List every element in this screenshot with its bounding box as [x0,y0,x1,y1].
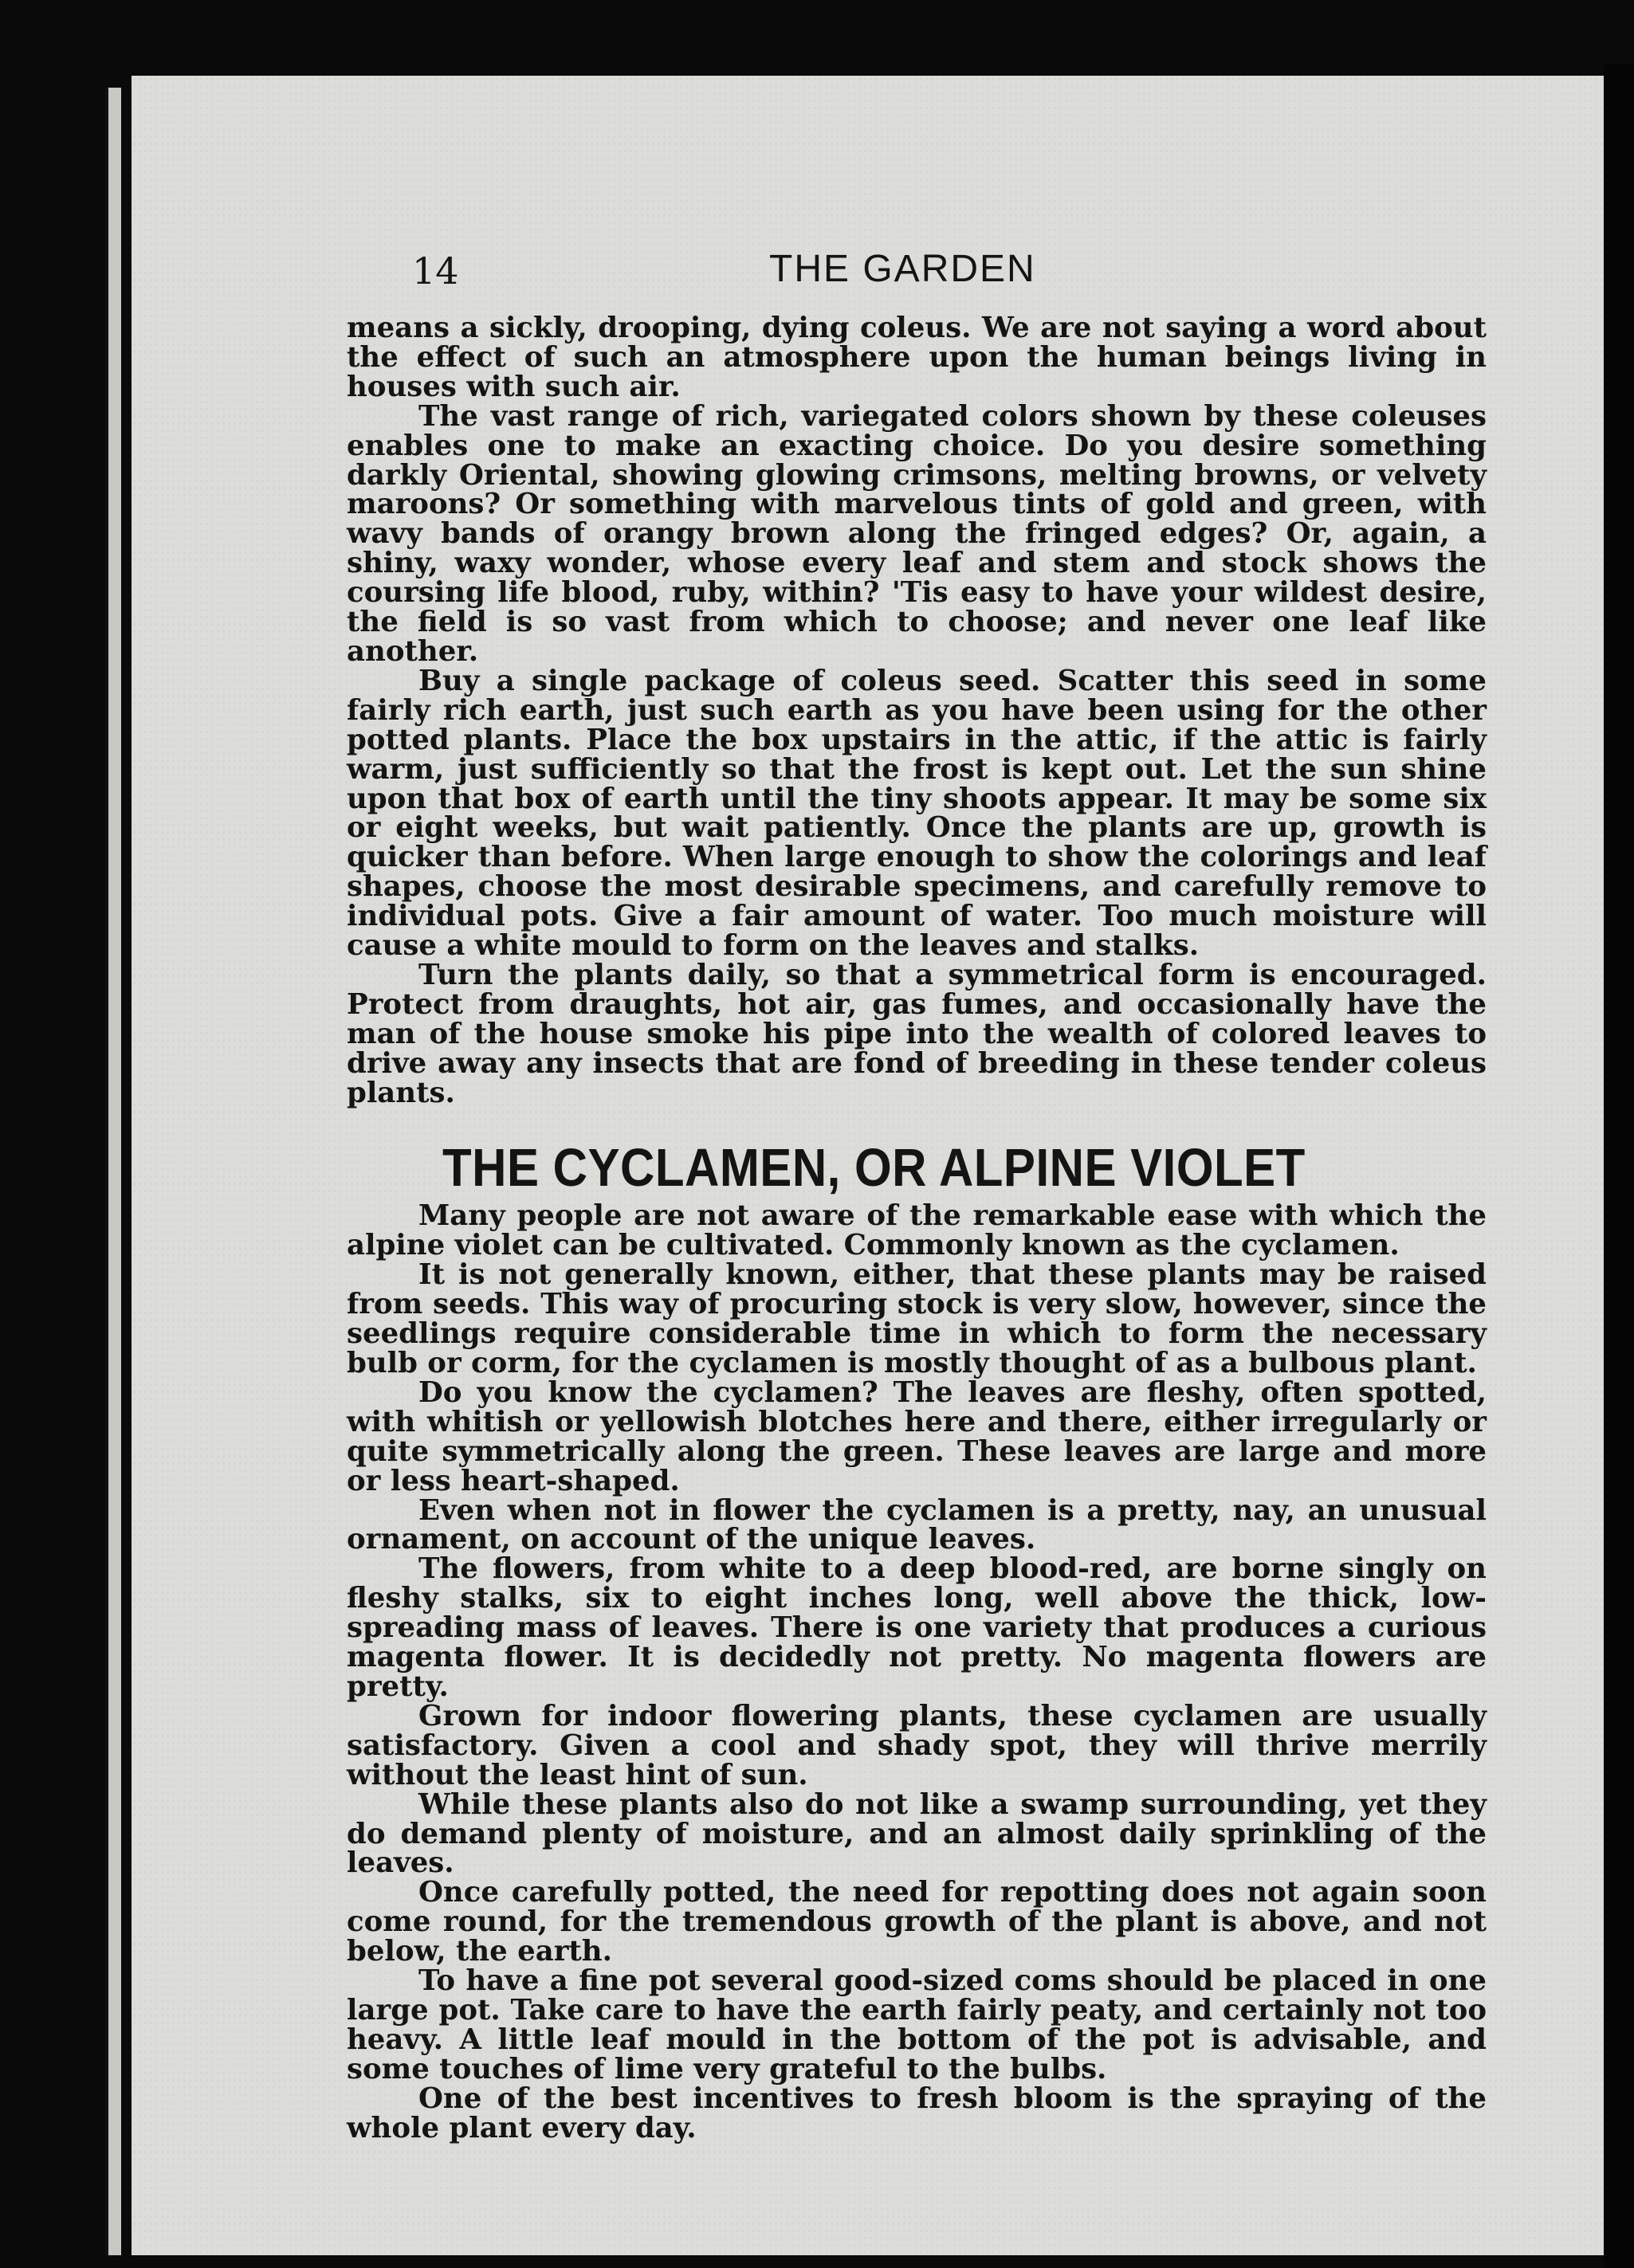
paragraph: Buy a single package of coleus seed. Scatter this seed in some fairly rich earth, just such earth as you have been using for the other potted plants. Place the box upstairs in the attic, if the attic is fairly warm, just sufficiently so that the frost is kept out. Let the sun shine upon that box of earth until the tiny shoots appear. It may be some six or eight weeks, but wait patiently. Once the plants are up, growth is quicker than before. When large enough to show the colorings and leaf shapes, choose the most desirable specimens, and carefully remove to individual pots. Give a fair amount of water. Too much moisture will cause a white mould to form on the leaves and stalks. [347,664,1487,963]
left-binding-edge [105,88,121,2255]
paragraph: Turn the plants daily, so that a symmetrical form is encouraged. Protect from draughts, hot air, gas fumes, and occasionally have the man of the house smoke his pipe into the wealth of colored leaves to drive away any insects that are fond of breeding in these tender coleus plants. [347,958,1487,1109]
paragraph: Do you know the cyclamen? The leaves are fleshy, often spotted, with whitish or yellowish blotches here and there, either irregularly or quite symmetrically along the green. These leaves are large and more or less heart-shaped. [347,1375,1487,1497]
page-content [347,248,1487,2144]
paragraph: means a sickly, drooping, dying coleus. We are not saying a word about the effect of such an atmosphere upon the human beings living in houses with such air. [347,312,1487,403]
paragraph: Even when not in flower the cyclamen is a pretty, nay, an unusual ornament, on account of the unique leaves. [347,1493,1487,1556]
coleus-section [347,314,1487,1108]
paragraph: Grown for indoor flowering plants, these cyclamen are usually satisfactory. Given a cool and shady spot, they will thrive merrily without the least hint of sun. [347,1699,1487,1791]
paragraph: While these plants also do not like a swamp surrounding, yet they do demand plenty of moisture, and an almost daily sprinkling of the leaves. [347,1787,1487,1880]
paragraph: Once carefully potted, the need for repotting does not again soon come round, for the tremendous growth of the plant is above, and not below, the earth. [347,1876,1487,1968]
paragraph: The flowers, from white to a deep blood-red, are borne singly on fleshy stalks, six to eight inches long, well above the thick, low-spreading mass of leaves. There is one variety that produces a curious magenta flower. It is decidedly not pretty. No magenta flowers are pretty. [347,1552,1487,1703]
paragraph: One of the best incentives to fresh bloom is the spraying of the whole plant every day. [347,2082,1487,2144]
paragraph: The vast range of rich, variegated colors shown by these coleuses enables one to make an exacting choice. Do you desire something darkly Oriental, showing glowing crimsons, melting browns, or velvety maroons? Or something with marvelous tints of gold and green, with wavy bands of orangy brown along the fringed edges? Or, again, a shiny, waxy wonder, whose every leaf and stem and stock shows the coursing life blood, ruby, within? 'Tis easy to have your wildest desire, the field is so vast from which to choose; and never one leaf like another. [347,399,1487,668]
page-number: 14 [412,249,459,292]
running-head: THE GARDEN [769,248,1036,290]
cyclamen-section [347,1199,1487,2144]
paragraph: To have a fine pot several good-sized coms should be placed in one large pot. Take care to have the earth fairly peaty, and certainly not too heavy. A little leaf mould in the bottom of the pot is advisable, and some touches of lime very grateful to the bulbs. [347,1964,1487,2086]
paragraph: Many people are not aware of the remarkable ease with which the alpine violet can be cultivated. Commonly known as the cyclamen. [347,1199,1487,1262]
page-header [347,248,1487,304]
section-heading: THE CYCLAMEN, OR ALPINE VIOLET [442,1138,1306,1199]
right-scan-edge [1604,64,1634,2268]
paragraph: It is not generally known, either, that these plants may be raised from seeds. This way of procuring stock is very slow, however, since the seedlings require considerable time in which to form the necessary bulb or corm, for the cyclamen is mostly thought of as a bulbous plant. [347,1258,1487,1379]
